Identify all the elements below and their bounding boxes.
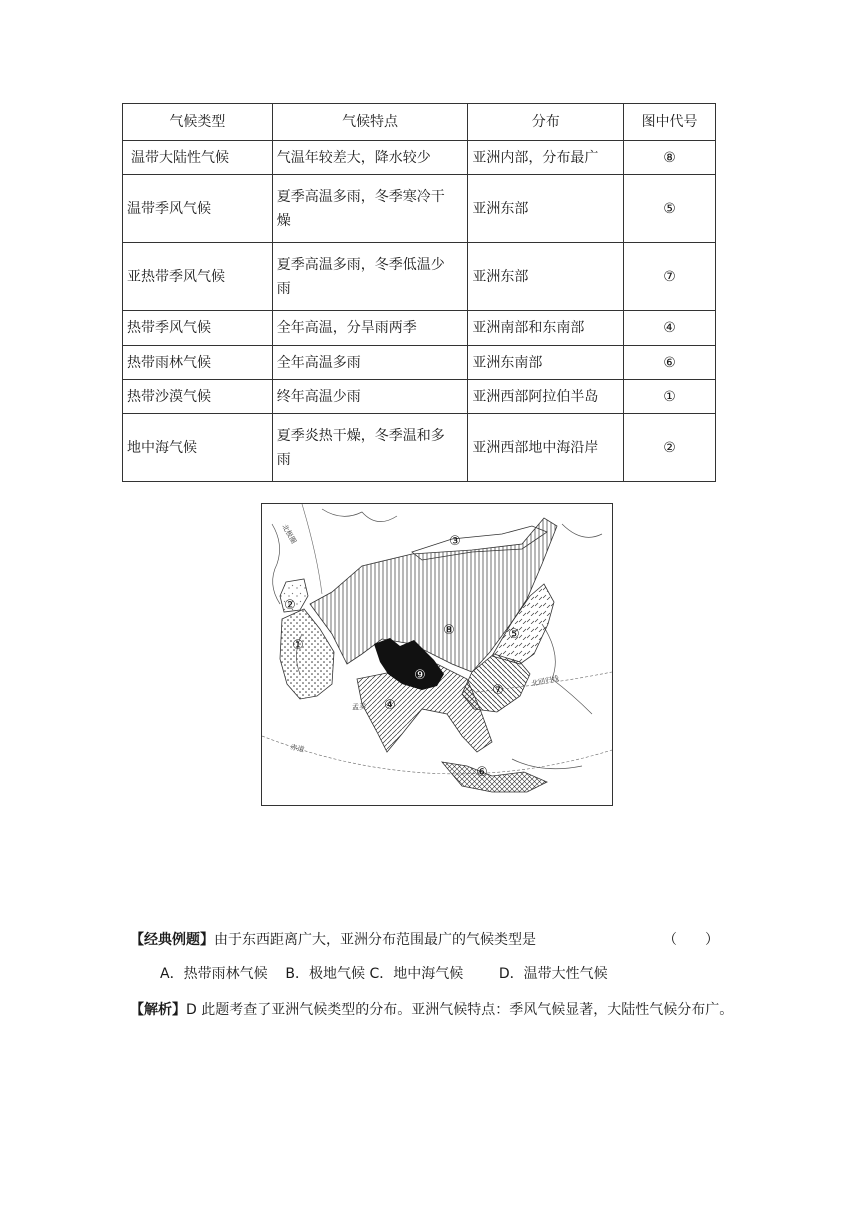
distribution-cell: 亚洲西部阿拉伯半岛 bbox=[468, 380, 624, 414]
option-c: C．地中海气候 bbox=[369, 966, 464, 982]
answer-options bbox=[160, 962, 608, 986]
map-code-cell: ⑦ bbox=[624, 243, 716, 311]
table-row bbox=[123, 141, 716, 175]
tropic-of-cancer-label: 北回归线 bbox=[530, 674, 560, 688]
option-d: D．温带大性气候 bbox=[498, 966, 608, 982]
table-header-row bbox=[123, 104, 716, 141]
table-row bbox=[123, 414, 716, 482]
climate-type-cell: 热带沙漠气候 bbox=[123, 380, 273, 414]
climate-type-cell: 热带季风气候 bbox=[123, 311, 273, 346]
map-code-cell: ② bbox=[624, 414, 716, 482]
map-label-7: ⑦ bbox=[492, 683, 504, 698]
table-row bbox=[123, 175, 716, 243]
distribution-cell: 亚洲西部地中海沿岸 bbox=[468, 414, 624, 482]
analysis-heading: 【解析】 bbox=[130, 1002, 186, 1018]
header-map-code: 图中代号 bbox=[624, 104, 716, 141]
table-row bbox=[123, 311, 716, 346]
feature-line: 气温年较差大，降水较少 bbox=[276, 149, 431, 166]
answer-paren: （ ） bbox=[663, 932, 719, 948]
analysis-text: D 此题考查了亚洲气候类型的分布。亚洲气候特点：季风气候显著，大陆性气候分布广。 bbox=[186, 1002, 734, 1018]
analysis-section bbox=[130, 995, 734, 1025]
climate-table bbox=[122, 103, 716, 482]
table-row bbox=[123, 243, 716, 311]
header-distribution: 分布 bbox=[468, 104, 624, 141]
equator-label: 赤道 bbox=[289, 743, 305, 754]
map-label-6: ⑥ bbox=[476, 765, 488, 780]
climate-type-cell: 温带季风气候 bbox=[123, 175, 273, 243]
feature-line: 全年高温，分旱雨两季 bbox=[276, 320, 417, 336]
feature-line: 雨 bbox=[276, 280, 291, 297]
header-climate-feature: 气候特点 bbox=[272, 104, 468, 141]
climate-type-cell: 热带雨林气候 bbox=[123, 346, 273, 380]
distribution-cell: 亚洲东部 bbox=[468, 243, 624, 311]
map-label-9: ⑨ bbox=[414, 668, 426, 683]
example-question-text: 由于东西距离广大，亚洲分布范围最广的气候类型是 bbox=[214, 932, 536, 948]
climate-type-cell: 地中海气候 bbox=[123, 414, 273, 482]
map-code-cell: ⑥ bbox=[624, 346, 716, 380]
map-label-4: ④ bbox=[384, 698, 396, 713]
distribution-cell: 亚洲东部 bbox=[468, 175, 624, 243]
map-label-5: ⑤ bbox=[508, 627, 520, 642]
map-label-3: ③ bbox=[449, 534, 461, 549]
map-label-1: ① bbox=[292, 638, 304, 653]
map-code-cell: ① bbox=[624, 380, 716, 414]
climate-feature-cell bbox=[272, 141, 468, 175]
mumbai-label: 孟买 bbox=[352, 703, 366, 711]
feature-line: 夏季高温多雨，冬季低温少 bbox=[276, 256, 445, 273]
distribution-cell: 亚洲南部和东南部 bbox=[468, 311, 624, 346]
region-6-tropical-rainforest bbox=[442, 762, 547, 792]
feature-line: 终年高温少雨 bbox=[276, 388, 361, 405]
climate-feature-cell bbox=[272, 346, 468, 380]
table-row bbox=[123, 380, 716, 414]
feature-line: 全年高温多雨 bbox=[276, 354, 361, 371]
feature-line: 雨 bbox=[276, 451, 291, 468]
header-climate-type: 气候类型 bbox=[123, 104, 273, 141]
distribution-cell: 亚洲东南部 bbox=[468, 346, 624, 380]
climate-feature-cell bbox=[272, 414, 468, 482]
map-code-cell: ⑤ bbox=[624, 175, 716, 243]
map-label-2: ② bbox=[284, 598, 296, 613]
climate-feature-cell bbox=[272, 380, 468, 414]
example-heading: 【经典例题】 bbox=[130, 932, 214, 948]
asia-climate-map bbox=[261, 503, 613, 806]
climate-feature-cell bbox=[272, 311, 468, 346]
climate-type-cell: 亚热带季风气候 bbox=[123, 243, 273, 311]
climate-type-cell: 温带大陆性气候 bbox=[123, 141, 273, 175]
arctic-circle-label: 北极圈 bbox=[280, 523, 298, 546]
climate-feature-cell bbox=[272, 243, 468, 311]
feature-line: 夏季高温多雨，冬季寒冷干 bbox=[276, 188, 445, 205]
map-label-8: ⑧ bbox=[443, 623, 455, 638]
option-a: A．热带雨林气候 bbox=[160, 966, 268, 982]
table-row bbox=[123, 346, 716, 380]
example-question bbox=[130, 928, 730, 952]
feature-line: 夏季炎热干燥，冬季温和多 bbox=[276, 427, 445, 444]
feature-line: 燥 bbox=[276, 212, 291, 229]
map-code-cell: ④ bbox=[624, 311, 716, 346]
map-code-cell: ⑧ bbox=[624, 141, 716, 175]
climate-feature-cell bbox=[272, 175, 468, 243]
option-b: B．极地气候 bbox=[285, 966, 365, 982]
distribution-cell: 亚洲内部，分布最广 bbox=[468, 141, 624, 175]
